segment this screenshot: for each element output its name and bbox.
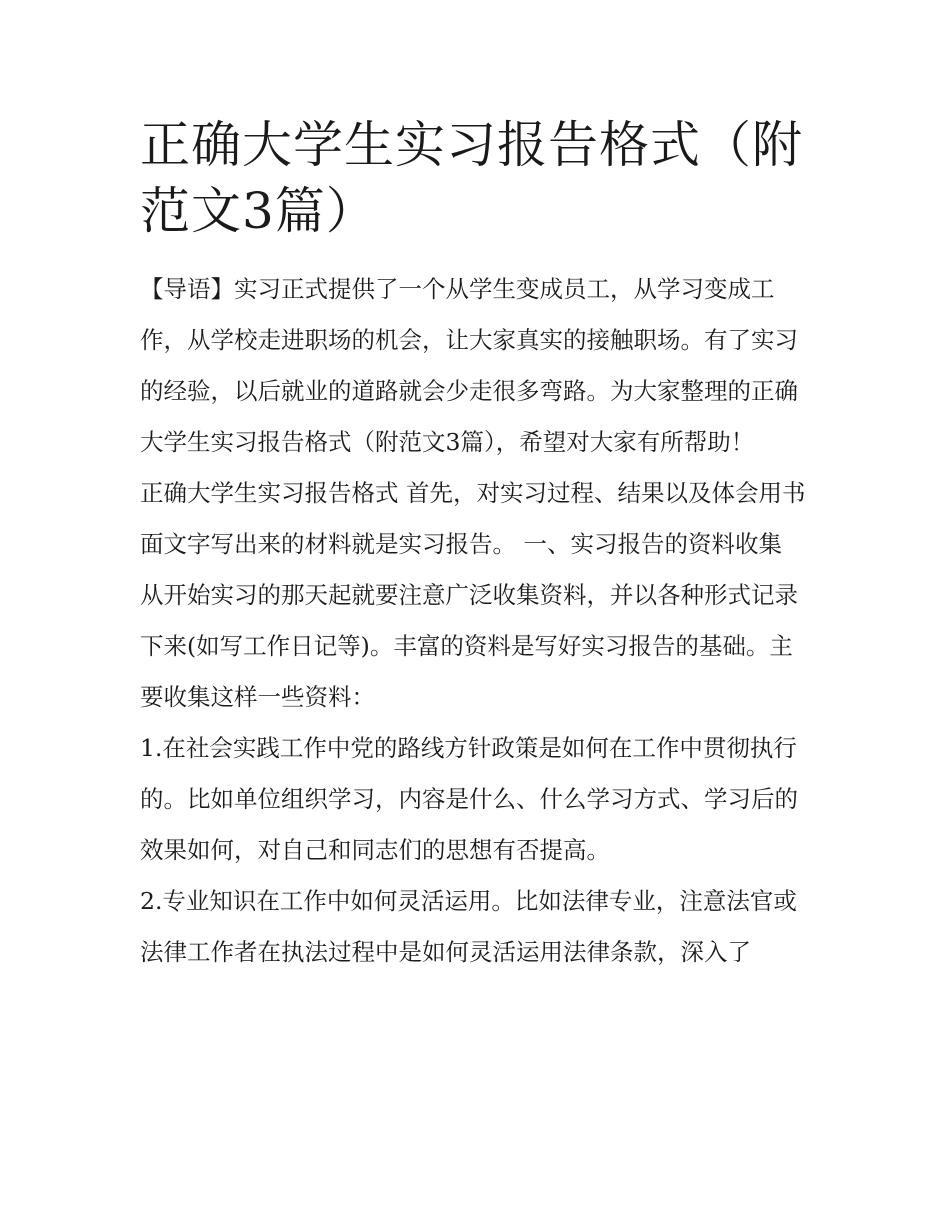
paragraph-intro: 【导语】实习正式提供了一个从学生变成员工，从学习变成工作，从学校走进职场的机会，让大家真实的接触职场。有了实习的经验，以后就业的道路就会少走很多弯路。为大家整理的正确大学生实习报告格式（附范文3篇），希望对大家有所帮助！ (140, 275, 798, 456)
document-body (140, 112, 812, 978)
paragraph-format-section: 正确大学生实习报告格式 首先，对实习过程、结果以及体会用书面文字写出来的材料就是实习报告。 一、实习报告的资料收集 (140, 479, 806, 558)
paragraph-item-1: 1.在社会实践工作中党的路线方针政策是如何在工作中贯彻执行的。比如单位组织学习，内容是什么、什么学习方式、学习后的效果如何，对自己和同志们的思想有否提高。 (140, 734, 798, 864)
paragraph-data-collection: 从开始实习的那天起就要注意广泛收集资料，并以各种形式记录下来(如写工作日记等)。丰富的资料是写好实习报告的基础。主要收集这样一些资料： (140, 581, 798, 711)
paragraph-item-2: 2.专业知识在工作中如何灵活运用。比如法律专业，注意法官或法律工作者在执法过程中是如何灵活运用法律条款，深入了 (140, 887, 797, 966)
document-title: 正确大学生实习报告格式（附范文3篇） (140, 116, 803, 240)
